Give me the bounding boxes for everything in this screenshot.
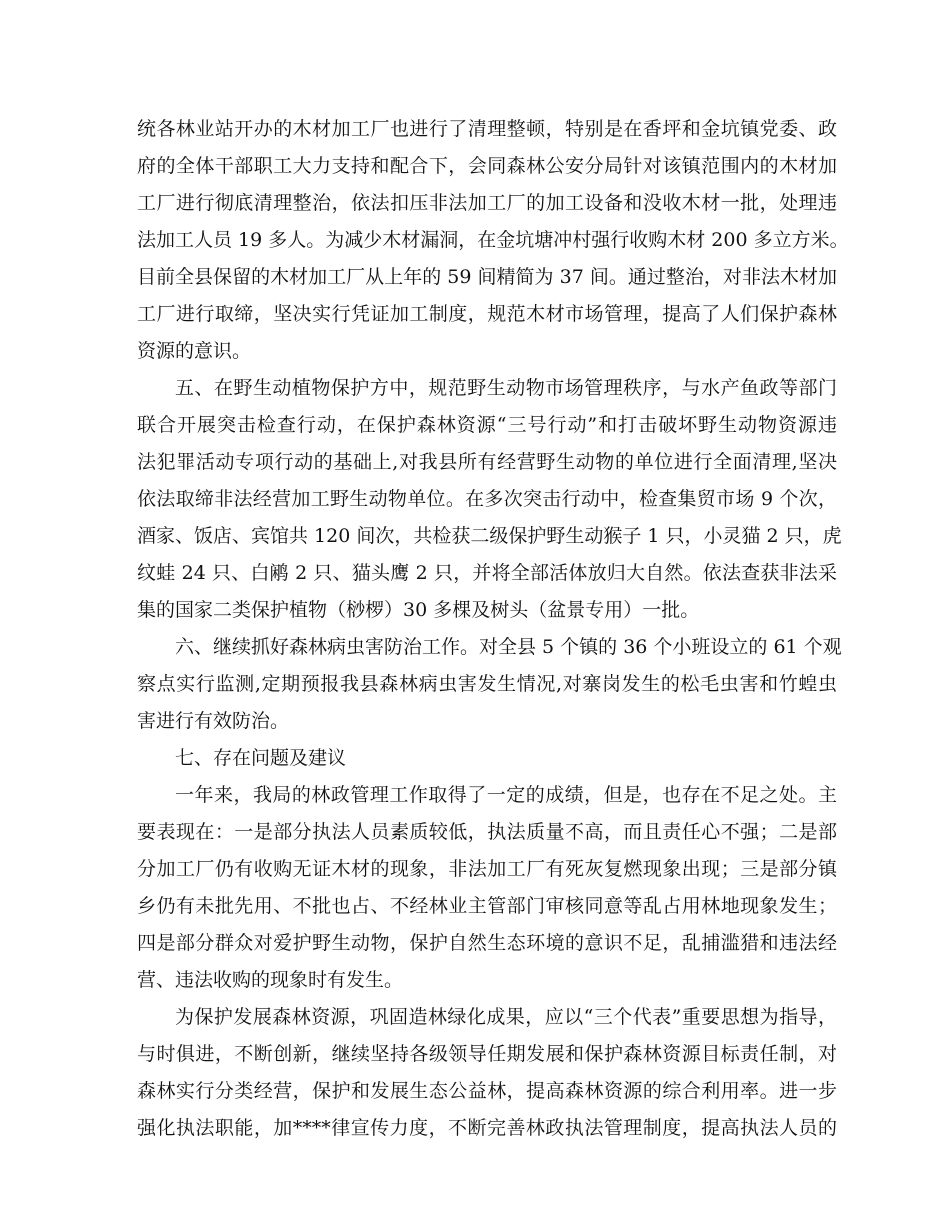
body-text bbox=[137, 111, 849, 1147]
section-heading: 七、存在问题及建议 bbox=[175, 747, 347, 769]
text-line: 统各林业站开办的木材加工厂也进行了清理整顿，特别是在香坪和金坑镇党委、政 bbox=[137, 118, 837, 140]
text-line: 资源的意识。 bbox=[137, 340, 252, 362]
text-line: 与时俱进，不断创新，继续坚持各级领导任期发展和保护森林资源目标责任制，对 bbox=[137, 1043, 837, 1065]
text-line: 联合开展突击检查行动，在保护森林资源“三号行动”和打击破坏野生动物资源违 bbox=[137, 414, 837, 436]
paragraph-start-line: 六、继续抓好森林病虫害防治工作。对全县 5 个镇的 36 个小班设立的 61 个观 bbox=[175, 636, 842, 658]
text-line: 府的全体干部职工大力支持和配合下，会同森林公安分局针对该镇范围内的木材加 bbox=[137, 155, 837, 177]
text-line: 要表现在：一是部分执法人员素质较低，执法质量不高，而且责任心不强；二是部 bbox=[137, 821, 837, 843]
text-line: 强化执法职能，加****律宣传力度，不断完善林政执法管理制度，提高执法人员的 bbox=[137, 1117, 837, 1139]
text-line: 依法取缔非法经营加工野生动物单位。在多次突击行动中，检查集贸市场 9 个次， bbox=[137, 488, 837, 510]
text-line: 酒家、饭店、宾馆共 120 间次，共检获二级保护野生动猴子 1 只，小灵猫 2 只，虎 bbox=[137, 525, 842, 547]
text-line: 分加工厂仍有收购无证木材的现象，非法加工厂有死灰复燃现象出现；三是部分镇 bbox=[137, 858, 837, 880]
text-line: 工厂进行彻底清理整治，依法扣压非法加工厂的加工设备和没收木材一批，处理违 bbox=[137, 192, 837, 214]
text-line: 法加工人员 19 多人。为减少木材漏洞，在金坑塘冲村强行收购木材 200 多立方米。 bbox=[137, 229, 849, 251]
text-line: 目前全县保留的木材加工厂从上年的 59 间精简为 37 间。通过整治，对非法木材加 bbox=[137, 266, 837, 288]
text-line: 乡仍有未批先用、不批也占、不经林业主管部门审核同意等乱占用林地现象发生； bbox=[137, 895, 837, 917]
text-line: 营、违法收购的现象时有发生。 bbox=[137, 969, 404, 991]
paragraph-start-line: 为保护发展森林资源，巩固造林绿化成果，应以“三个代表”重要思想为指导， bbox=[175, 1006, 837, 1028]
paragraph-start-line: 五、在野生动植物保护方中，规范野生动物市场管理秩序，与水产鱼政等部门 bbox=[175, 377, 837, 399]
text-line: 集的国家二类保护植物（桫椤）30 多棵及树头（盆景专用）一批。 bbox=[137, 599, 700, 621]
text-line: 害进行有效防治。 bbox=[137, 710, 290, 732]
text-line: 法犯罪活动专项行动的基础上,对我县所有经营野生动物的单位进行全面清理,坚决 bbox=[137, 451, 837, 473]
text-line: 察点实行监测,定期预报我县森林病虫害发生情况,对寨岗发生的松毛虫害和竹蝗虫 bbox=[137, 673, 837, 695]
text-line: 四是部分群众对爱护野生动物，保护自然生态环境的意识不足，乱捕滥猎和违法经 bbox=[137, 932, 837, 954]
text-line: 森林实行分类经营，保护和发展生态公益林，提高森林资源的综合利用率。进一步 bbox=[137, 1080, 837, 1102]
text-line: 工厂进行取缔，坚决实行凭证加工制度，规范木材市场管理，提高了人们保护森林 bbox=[137, 303, 837, 325]
paragraph-start-line: 一年来，我局的林政管理工作取得了一定的成绩，但是，也存在不足之处。主 bbox=[175, 784, 837, 806]
text-line: 纹蛙 24 只、白鹇 2 只、猫头鹰 2 只，并将全部活体放归大自然。依法查获非法采 bbox=[137, 562, 837, 584]
